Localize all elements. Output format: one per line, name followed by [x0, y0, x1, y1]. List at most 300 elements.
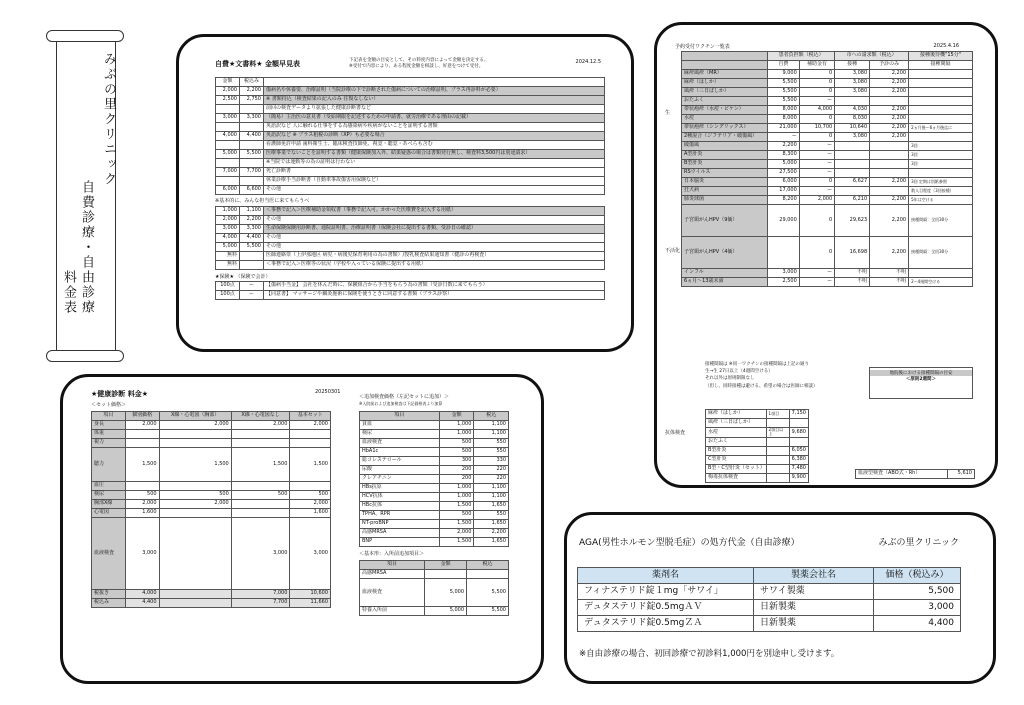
vaccine-name-cell: 子宮頸がんHPV（4価） [682, 237, 768, 269]
header-cell: 税込 [474, 412, 509, 421]
drug-row [578, 600, 961, 616]
table-cell: その他 [264, 186, 605, 195]
table-cell: 3,000 [125, 518, 159, 590]
table-cell: ー [799, 278, 834, 287]
table-cell [425, 570, 467, 579]
table-cell [159, 482, 231, 491]
scroll-roll-bottom [46, 350, 124, 362]
table-cell [240, 261, 264, 270]
table-row [216, 291, 605, 300]
table-cell [125, 430, 159, 439]
checkup-row [92, 518, 331, 590]
table-cell: 2,000 [159, 421, 231, 430]
basic-table [359, 560, 509, 616]
fee-table [215, 77, 605, 300]
table-row [216, 150, 605, 159]
table-cell: C型肝炎 [706, 455, 767, 464]
table-cell [240, 177, 264, 186]
table-cell: 2,200 [870, 124, 909, 133]
checkup-item-cell: 検尿 [92, 491, 126, 500]
aga-title: AGA(男性ホルモン型脱毛症）の処方代金（自由診療） [579, 538, 800, 548]
table-cell [290, 439, 331, 448]
table-cell: 2,200 [474, 529, 509, 538]
table-cell: 0 [799, 79, 834, 88]
vaccine-row [682, 169, 973, 178]
table-cell [216, 159, 240, 168]
table-cell: 6,380 [789, 455, 808, 464]
table-cell [909, 269, 973, 278]
table-cell: 1,650 [474, 520, 509, 529]
table-cell: ー [240, 291, 264, 300]
add-row [360, 538, 509, 547]
table-cell: 血液検査 [360, 579, 425, 607]
table-cell: 200 [439, 475, 474, 484]
table-cell: 4,400 [125, 599, 159, 608]
table-cell: 5,500 [240, 150, 264, 159]
table-cell [870, 160, 909, 169]
table-cell [290, 482, 331, 491]
vaccine-name-cell: 2種混合（ジフテリア・破傷風） [682, 133, 768, 142]
table-cell: 血液検査 [360, 439, 440, 448]
header-cell: 予診のみ [870, 61, 909, 70]
table-cell: 死亡診断書 [264, 168, 605, 177]
table-cell: 休業診療手当診断書（自動車事故傷害用保険など） [264, 177, 605, 186]
interval-box-title: 他院後における接種間隔の目安 [870, 370, 972, 376]
checkup-item-cell: 血液検査 [92, 518, 126, 590]
table-cell: 330 [474, 457, 509, 466]
table-cell: 不明 [870, 269, 909, 278]
table-cell: HBc抗体 [360, 502, 440, 511]
banner-subtitle: 自費診療・自由診療 [79, 180, 94, 315]
vaccine-name-cell: 肺炎球菌 [682, 196, 768, 205]
table-row [216, 177, 605, 186]
vaccine-row [682, 237, 973, 269]
table-cell: その他 [264, 234, 605, 243]
table-cell: 2,000 [290, 500, 331, 509]
basic-row [360, 570, 509, 579]
table-cell: 0 [799, 88, 834, 97]
table-cell [870, 97, 909, 106]
table-cell: 3回 [909, 160, 973, 169]
maker-cell: 日新製薬 [754, 600, 874, 616]
vaccine-name-cell: 日本脳炎 [682, 178, 768, 187]
table-cell: ー [799, 187, 834, 196]
antibody-row [706, 419, 809, 428]
aga-note: ※自由診療の場合、初回診療で初診料1,000円を別途申し受けます。 [579, 649, 840, 659]
table-cell [835, 160, 870, 169]
table-cell: 生命保険保険用診断書、通院証明書、治療証明書（保険会社に提出する書類、受診日の確認） [264, 225, 605, 234]
vaccine-row [682, 79, 973, 88]
table-cell: 3,000 [768, 269, 800, 278]
table-cell: 5,000 [425, 579, 467, 607]
table-cell: 無料 [216, 261, 240, 270]
basic-row [360, 607, 509, 616]
drug-name-cell: デュタステリド錠0.5mgＺＡ [578, 616, 754, 632]
table-cell: 不明 [870, 278, 909, 287]
header-cell [264, 78, 605, 87]
table-cell [240, 141, 264, 150]
table-cell: 10,640 [835, 124, 870, 133]
vaccine-table-wrap [681, 51, 973, 287]
fee-note-2: ※受付で内容により、ある程度金額を相談し、好意をつけて受付。 [349, 64, 484, 69]
header-cell: 金額 [425, 561, 467, 570]
table-cell: 6,600 [240, 186, 264, 195]
add-row [360, 421, 509, 430]
table-cell: 4,030 [835, 106, 870, 115]
table-cell: 9,680 [789, 428, 808, 438]
table-cell: 1,600 [125, 509, 159, 518]
table-cell: ー [799, 97, 834, 106]
table-cell: 梅毒抗体検査 [706, 473, 767, 482]
header-cell: 接種後待機"15分" [909, 52, 973, 61]
table-cell: 8,200 [768, 196, 800, 205]
table-cell: 6,000 [216, 186, 240, 195]
table-cell: 高感MRSA [360, 570, 425, 579]
table-cell: 1,600 [290, 509, 331, 518]
table-cell: 2,200 [240, 87, 264, 96]
vaccine-name-cell: おたふく [682, 97, 768, 106]
table-cell: 500 [125, 491, 159, 500]
table-cell [789, 419, 808, 428]
checkup-row [92, 448, 331, 482]
table-cell [216, 177, 240, 186]
table-cell [870, 169, 909, 178]
table-cell: 200 [439, 466, 474, 475]
drug-row [578, 616, 961, 632]
table-cell [159, 439, 231, 448]
table-cell: ー [768, 133, 800, 142]
add-row [360, 502, 509, 511]
table-cell: 550 [474, 439, 509, 448]
interval-box [869, 367, 973, 399]
table-cell: 550 [474, 448, 509, 457]
table-cell: 2ヵ月後〜6ヵ月後迄に [909, 124, 973, 133]
table-cell: 10,700 [799, 124, 834, 133]
table-cell: 5,500 [467, 579, 509, 607]
table-cell: 2,200 [870, 178, 909, 187]
table-cell: 不明 [835, 278, 870, 287]
table-cell: 0 [799, 237, 834, 269]
add-table [359, 411, 509, 547]
table-cell: 9,000 [768, 70, 800, 79]
vaccine-name-cell: 子宮頸がんHPV（9価） [682, 205, 768, 237]
table-cell [159, 518, 231, 590]
header-cell: 市への請求額（税込） [835, 52, 909, 61]
add-row [360, 466, 509, 475]
table-cell: 7,480 [789, 464, 808, 473]
table-row [216, 216, 605, 225]
checkup-row [92, 430, 331, 439]
table-cell [870, 142, 909, 151]
vaccine-row [682, 178, 973, 187]
header-cell: 金額 [439, 412, 474, 421]
vaccine-row [682, 133, 973, 142]
table-cell: 5,500 [240, 243, 264, 252]
add-row [360, 430, 509, 439]
table-cell: 1,000 [439, 493, 474, 502]
table-cell: 8,030 [835, 115, 870, 124]
table-cell: 1,000 [216, 207, 240, 216]
table-cell: 検尿 [360, 430, 440, 439]
table-cell: 7,150 [789, 410, 808, 419]
table-cell: 1,500 [231, 448, 290, 482]
table-cell: 300 [439, 457, 474, 466]
table-cell [159, 590, 231, 599]
checkup-item-cell: 聴力 [92, 448, 126, 482]
checkup-panel [60, 374, 544, 684]
table-cell: 500 [159, 491, 231, 500]
table-cell: 27,500 [768, 169, 800, 178]
table-cell: 16,698 [835, 237, 870, 269]
table-cell: 看護師免許申請 歯科衛生士、臨床検査技師免、視覚・聴覚・あべらも含む [264, 141, 605, 150]
vaccine-name-cell: 狂犬病 [682, 187, 768, 196]
table-cell: 0 [799, 115, 834, 124]
table-cell: 3,080 [835, 88, 870, 97]
table-cell [159, 430, 231, 439]
table-cell: 1,650 [474, 538, 509, 547]
price-cell: 4,400 [874, 616, 961, 632]
table-cell: 6,210 [835, 196, 870, 205]
table-cell: 3回 定期は別紙参照 [909, 178, 973, 187]
table-row [216, 234, 605, 243]
vaccine-name-cell: インフル [682, 269, 768, 278]
table-cell: ー [240, 282, 264, 291]
vaccine-row [682, 124, 973, 133]
table-cell: 3,300 [240, 114, 264, 123]
table-row [216, 243, 605, 252]
table-cell [125, 482, 159, 491]
interval-box-line: ＜原則2週間＞ [905, 377, 937, 382]
table-cell: 数人目程度（3回接種） [909, 187, 973, 196]
add-row [360, 493, 509, 502]
checkup-row [92, 599, 331, 608]
table-cell [909, 88, 973, 97]
checkup-date: 20250301 [315, 389, 341, 395]
checkup-row [92, 482, 331, 491]
checkup-row [92, 509, 331, 518]
add-title: ＜追加検査価格（左記セットに追加）＞ [359, 394, 450, 400]
header-cell [682, 61, 768, 70]
table-cell: 6,627 [835, 178, 870, 187]
checkup-title: ★健康診断 料金★ [91, 390, 148, 398]
table-cell: 2,200 [870, 88, 909, 97]
vaccine-row [682, 196, 973, 205]
vaccine-name-cell: 6ヵ月〜13歳未満 [682, 278, 768, 287]
table-row [216, 186, 605, 195]
add-row [360, 448, 509, 457]
table-cell: 1,100 [474, 430, 509, 439]
table-cell: 0 [799, 133, 834, 142]
table-cell: 5,000 [768, 160, 800, 169]
table-cell: 8,000 [768, 115, 800, 124]
table-cell: 【同意書】 マッサージや鍼灸施術に保険を使うときに同意する書類（プラス診察） [264, 291, 605, 300]
header-cell: 製薬会社名 [754, 568, 874, 584]
table-cell: 3,080 [835, 79, 870, 88]
table-cell: 2,200 [768, 142, 800, 151]
vaccine-name-cell: 帯状疱疹（シングリックス） [682, 124, 768, 133]
vaccine-row [682, 115, 973, 124]
antibody-row [706, 437, 809, 446]
table-cell: 500 [231, 491, 290, 500]
vaccine-name-cell: A型肝炎 [682, 151, 768, 160]
table-cell [231, 482, 290, 491]
table-cell: 医療事業でないことを証明する書類（健康保険加入外、結果疑惑の場合は書類発行無し、検査料3,500円は別途請求） [264, 150, 605, 159]
table-cell: 5,500 [768, 79, 800, 88]
table-cell [240, 123, 264, 132]
table-cell: ＜事務で記入＞医療補助金領収書（事務で記入可。かかった医療費を記入する用紙） [264, 207, 605, 216]
table-row [216, 114, 605, 123]
vaccine-row [682, 269, 973, 278]
vaccine-row [682, 151, 973, 160]
blood-type-table [855, 469, 975, 479]
table-cell: ー [799, 269, 834, 278]
table-cell: 3,300 [240, 225, 264, 234]
table-cell: 6,000 [768, 178, 800, 187]
blood-type-value: 5,610 [948, 470, 975, 479]
aga-table-wrap [577, 567, 961, 632]
table-cell: 6,050 [789, 446, 808, 455]
vaccine-row [682, 88, 973, 97]
table-row [216, 87, 605, 96]
table-cell: 尿酸 [360, 466, 440, 475]
table-cell: 0 [799, 205, 834, 237]
table-cell [125, 439, 159, 448]
table-row [216, 132, 605, 141]
table-cell: HbA1c [360, 448, 440, 457]
table-cell: 風疹（三日ばしか） [706, 419, 767, 428]
checkup-item-cell: 血圧 [92, 482, 126, 491]
aga-panel [564, 512, 996, 684]
vaccine-note: それ以外は原則制限なし [705, 376, 755, 382]
header-cell: 補助金有 [799, 61, 834, 70]
vaccine-name-cell: 破傷風 [682, 142, 768, 151]
table-cell: 2,200 [870, 205, 909, 237]
table-cell: 4,000 [216, 132, 240, 141]
header-cell: 項目 [92, 412, 126, 421]
header-cell: 税込み [240, 78, 264, 87]
table-cell: 9,900 [789, 473, 808, 482]
table-cell: 【傷病手当金】 会社を休んだ時に、保険組合から手当をもらう為の書類（受診日数に来てもらう） [264, 282, 605, 291]
table-cell [909, 169, 973, 178]
table-cell: 1,100 [474, 493, 509, 502]
scroll-roll-top [46, 30, 124, 42]
table-cell: 2,000 [216, 216, 240, 225]
table-cell: 4,000 [216, 234, 240, 243]
blood-type-wrap [855, 469, 975, 479]
table-cell: ー [799, 169, 834, 178]
basic-title: ＜基本形：入所前追加項目＞ [359, 551, 425, 557]
table-cell: 3,000 [216, 225, 240, 234]
table-cell: 8,000 [768, 106, 800, 115]
vaccine-panel [654, 22, 998, 488]
table-cell: 4,400 [240, 132, 264, 141]
table-cell: 2,200 [870, 133, 909, 142]
table-cell [231, 430, 290, 439]
vaccine-row [682, 187, 973, 196]
checkup-subtitle: ＜セット価格＞ [91, 402, 127, 408]
table-cell: 2,200 [870, 115, 909, 124]
vaccine-row [682, 160, 973, 169]
table-row [216, 225, 605, 234]
blood-type-label: 血液型検査（ABO式・Rh） [856, 470, 948, 479]
table-cell [240, 105, 264, 114]
table-cell: 29,623 [835, 205, 870, 237]
table-cell: 0 [799, 70, 834, 79]
table-cell [231, 500, 290, 509]
fee-note-1: 下記表を金額の目安として、その料度内容によって金額を決定する。 [349, 58, 489, 63]
add-row [360, 529, 509, 538]
table-cell: 2項目以上 [766, 428, 789, 438]
table-cell: 500 [290, 491, 331, 500]
basic-row [360, 579, 509, 607]
header-cell: 基本セット [290, 412, 331, 421]
table-cell: 3,080 [835, 70, 870, 79]
table-cell: 5,500 [768, 97, 800, 106]
table-cell: 220 [474, 466, 509, 475]
table-cell: 5年は空ける [909, 196, 973, 205]
table-row [216, 252, 605, 261]
table-cell: 2,000 [125, 421, 159, 430]
checkup-row [92, 439, 331, 448]
clinic-banner-scroll [44, 30, 126, 362]
table-cell: 接種間隔：全回30分 [909, 205, 973, 237]
table-cell: 1,500 [290, 448, 331, 482]
add-row [360, 484, 509, 493]
table-cell: B型肝炎 [706, 446, 767, 455]
table-cell [240, 252, 264, 261]
vaccine-row [682, 142, 973, 151]
table-cell [766, 437, 789, 446]
table-cell: TPHA、RPR [360, 511, 440, 520]
header-row [216, 78, 605, 87]
table-cell: 2,000 [290, 421, 331, 430]
table-cell [766, 455, 789, 464]
table-cell: 29,000 [768, 205, 800, 237]
table-cell: 2,000 [125, 500, 159, 509]
vaccine-name-cell: 麻疹風疹（MR） [682, 70, 768, 79]
table-cell: 1,500 [439, 520, 474, 529]
add-row [360, 457, 509, 466]
antibody-table-wrap [705, 409, 809, 483]
checkup-row [92, 491, 331, 500]
table-cell: ＜事務で記入＞医療等の状況（学校や入っている保険に提出する用紙） [264, 261, 605, 270]
table-cell [870, 187, 909, 196]
table-row [216, 141, 605, 150]
header-row [682, 61, 973, 70]
table-row [216, 282, 605, 291]
antibody-row [706, 464, 809, 473]
checkup-table-wrap [91, 411, 331, 608]
table-row [216, 105, 605, 114]
header-cell: X線・心電図なし [231, 412, 290, 421]
table-cell: 5,500 [768, 88, 800, 97]
table-cell [766, 464, 789, 473]
table-cell: 2,500 [768, 278, 800, 287]
drug-row [578, 584, 961, 600]
table-cell: NT-proBNP [360, 520, 440, 529]
header-cell: 接種間隔 [909, 61, 973, 70]
table-cell: 7,000 [231, 590, 290, 599]
table-cell: 高感MRSA [360, 529, 440, 538]
table-cell: 100点 [216, 282, 240, 291]
table-row [216, 159, 605, 168]
vaccine-table [681, 51, 973, 287]
add-row [360, 520, 509, 529]
table-cell: ※当院では運動等の為の証明は行わない [264, 159, 605, 168]
table-cell: 5,500 [467, 607, 509, 616]
table-cell: B型・C型肝炎（セット） [706, 464, 767, 473]
fee-table-secondary [215, 206, 605, 270]
